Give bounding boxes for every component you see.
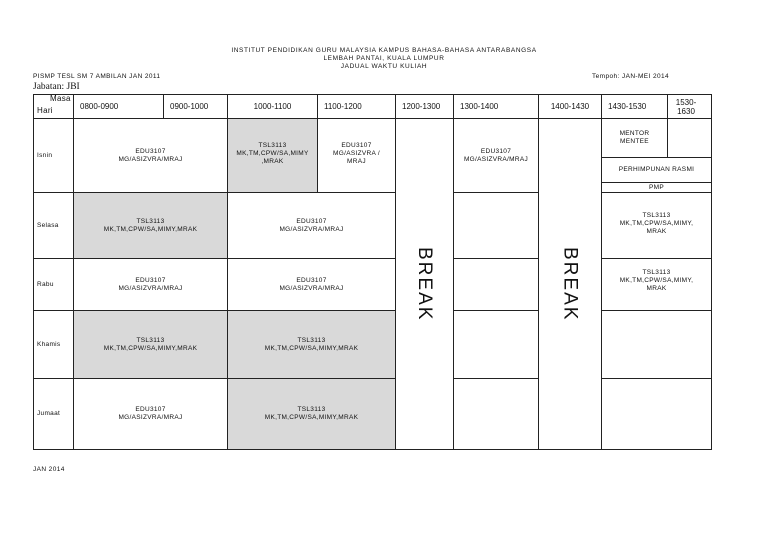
- period-info: Tempoh: JAN-MEI 2014: [592, 73, 670, 80]
- class-slot: EDU3107 MG/ASIZVRA/MRAJ: [73, 258, 228, 311]
- class-slot: EDU3107 MG/ASIZVRA/MRAJ: [453, 118, 539, 193]
- break-label: BREAK: [559, 246, 581, 322]
- day-label: Rabu: [33, 258, 74, 311]
- empty-slot: [601, 310, 712, 379]
- empty-slot: [667, 118, 712, 158]
- pmp-slot: PMP: [601, 182, 712, 193]
- class-slot: TSL3113 MK,TM,CPW/SA,MIMY,MRAK: [73, 310, 228, 379]
- break-label: BREAK: [414, 246, 435, 322]
- empty-slot: [601, 378, 712, 450]
- empty-slot: [453, 378, 539, 450]
- time-header: 1300-1400: [453, 94, 539, 119]
- class-slot: TSL3113 MK,TM,CPW/SA,MIMY ,MRAK: [227, 118, 318, 193]
- time-header: 0800-0900: [73, 94, 164, 119]
- class-slot: EDU3107 MG/ASIZVRA/MRAJ: [73, 118, 228, 193]
- lunch-break-column: [395, 118, 454, 450]
- day-label: Selasa: [33, 192, 74, 259]
- day-label: Jumaat: [33, 378, 74, 450]
- empty-slot: [453, 310, 539, 379]
- class-slot: TSL3113 MK,TM,CPW/SA,MIMY, MRAK: [601, 258, 712, 311]
- institute-title: INSTITUT PENDIDIKAN GURU MALAYSIA KAMPUS BAHASA-BAHASA ANTARABANGSA: [231, 47, 537, 54]
- time-header: 1430-1530: [601, 94, 668, 119]
- time-header: 1200-1300: [395, 94, 454, 119]
- class-slot: TSL3113 MK,TM,CPW/SA,MIMY,MRAK: [73, 192, 228, 259]
- time-header: 1100-1200: [317, 94, 396, 119]
- assembly-slot: PERHIMPUNAN RASMI: [601, 157, 712, 183]
- class-slot: EDU3107 MG/ASIZVRA/MRAJ: [73, 378, 228, 450]
- footer-date: JAN 2014: [33, 466, 65, 473]
- class-slot: TSL3113 MK,TM,CPW/SA,MIMY, MRAK: [601, 192, 712, 259]
- afternoon-break-column: [538, 118, 602, 450]
- corner-cell: [33, 94, 74, 119]
- time-header: 1000-1100: [227, 94, 318, 119]
- class-slot: EDU3107 MG/ASIZVRA / MRAJ: [317, 118, 396, 193]
- corner-masa: Masa: [50, 94, 71, 103]
- class-slot: EDU3107 MG/ASIZVRA/MRAJ: [227, 192, 396, 259]
- empty-slot: [453, 258, 539, 311]
- timetable-title: JADUAL WAKTU KULIAH: [340, 63, 428, 70]
- empty-slot: [453, 192, 539, 259]
- class-slot: TSL3113 MK,TM,CPW/SA,MIMY,MRAK: [227, 310, 396, 379]
- department-label: Jabatan: JBI: [33, 82, 80, 92]
- location-title: LEMBAH PANTAI, KUALA LUMPUR: [323, 55, 445, 62]
- class-slot: TSL3113 MK,TM,CPW/SA,MIMY,MRAK: [227, 378, 396, 450]
- programme-info: PISMP TESL SM 7 AMBILAN JAN 2011: [33, 73, 161, 80]
- time-header: 1530-1630: [667, 94, 712, 119]
- corner-hari: Hari: [37, 106, 53, 115]
- class-slot: EDU3107 MG/ASIZVRA/MRAJ: [227, 258, 396, 311]
- time-header: 1400-1430: [538, 94, 602, 119]
- day-label: Isnin: [33, 118, 74, 193]
- day-label: Khamis: [33, 310, 74, 379]
- time-header: 0900-1000: [163, 94, 228, 119]
- mentor-mentee-slot: MENTOR MENTEE: [601, 118, 668, 158]
